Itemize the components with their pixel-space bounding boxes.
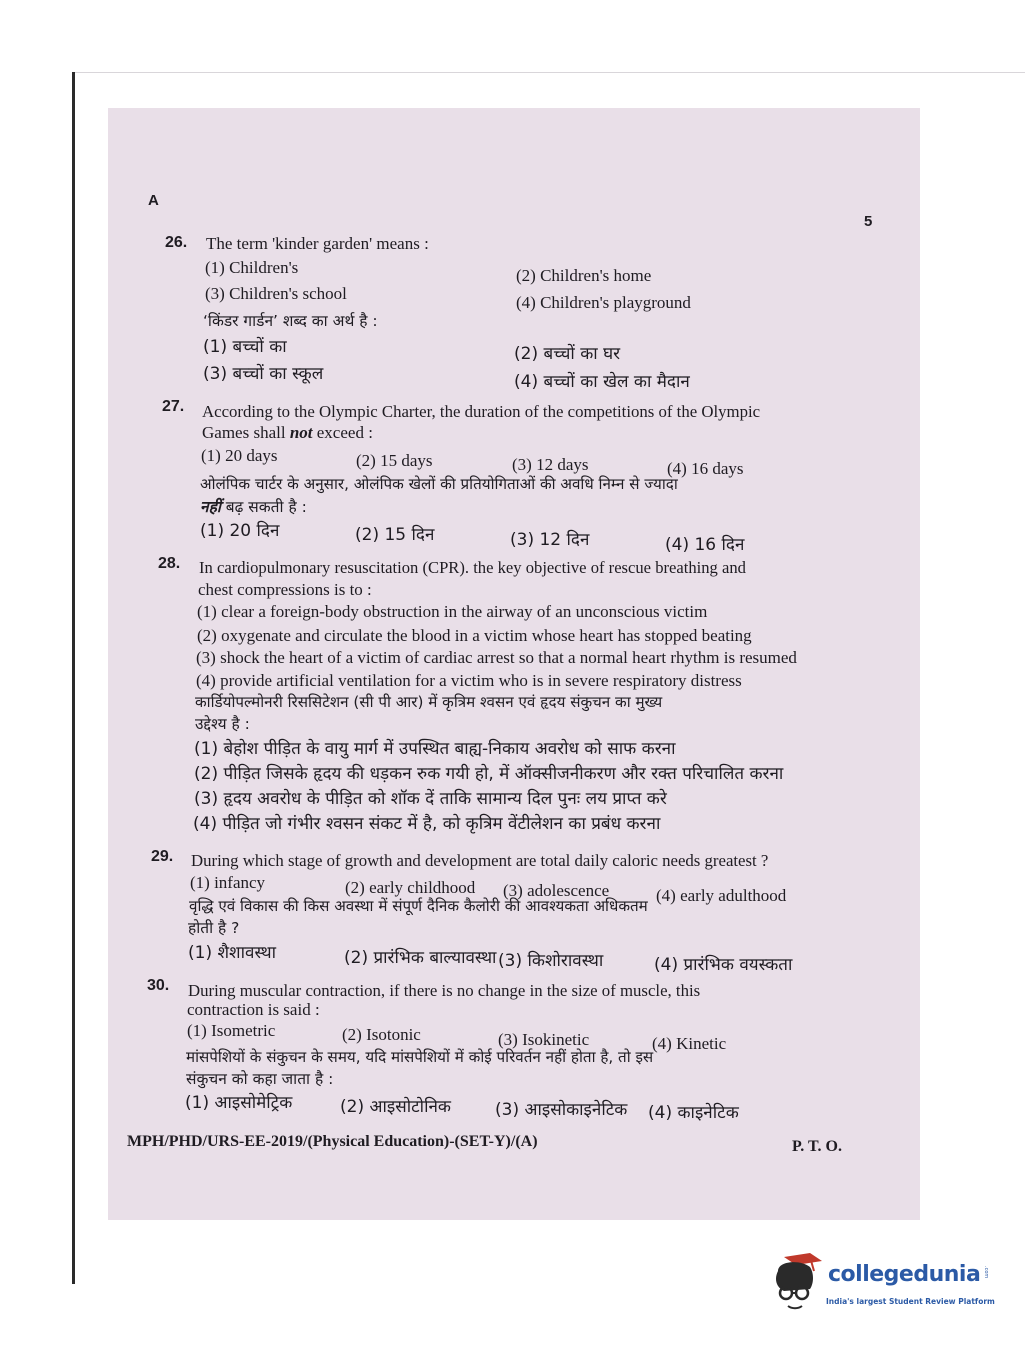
question-text-en: During which stage of growth and development are total daily caloric needs greatest ? [191, 851, 769, 870]
option-hi-4: (4) प्रारंभिक वयस्कता [654, 955, 793, 975]
option-hi-1: (1) आइसोमेट्रिक [185, 1093, 293, 1113]
option-en-3: (3) Isokinetic [498, 1030, 590, 1049]
question-text-hi-line1: वृद्धि एवं विकास की किस अवस्था में संपूर्ण दैनिक कैलोरी की आवश्यकता अधिकतम [189, 897, 648, 915]
option-en-3: (3) Children's school [205, 284, 347, 303]
scan-edge-left [72, 72, 75, 1284]
option-en-2: (2) Isotonic [342, 1025, 421, 1044]
brand-domain: .com [983, 1266, 989, 1279]
question-text-hi-line1: मांसपेशियों के संकुचन के समय, यदि मांसपेशियों में कोई परिवर्तन नहीं होता है, तो इस [186, 1048, 654, 1066]
question-text-en-line2: Games shall not exceed : [202, 423, 373, 442]
option-hi-2: (2) प्रारंभिक बाल्यावस्था [344, 948, 497, 968]
option-hi-4: (4) काइनेटिक [648, 1103, 739, 1123]
emphasis-not: not [289, 423, 313, 442]
option-hi-3: (3) बच्चों का स्कूल [203, 364, 324, 384]
question-number: 29. [151, 848, 174, 865]
option-en-3: (3) 12 days [512, 455, 589, 474]
scan-edge-top [72, 72, 1025, 73]
page-number: 5 [864, 213, 873, 230]
option-hi-4: (4) बच्चों का खेल का मैदान [514, 372, 690, 392]
question-text-en-line2: chest compressions is to : [198, 580, 372, 599]
option-hi-2: (2) पीड़ित जिसके हृदय की धड़कन रुक गयी हो, में ऑक्सीजनीकरण और रक्त परिचालित करना [194, 764, 784, 784]
option-hi-1: (1) शैशावस्था [188, 943, 276, 963]
question-text-hi-line1: कार्डियोपल्मोनरी रिससिटेशन (सी पी आर) में कृत्रिम श्वसन एवं हृदय संकुचन का मुख्य [195, 693, 663, 711]
option-hi-1: (1) बच्चों का [203, 337, 287, 357]
option-en-1: (1) 20 days [201, 446, 278, 465]
option-en-1: (1) Isometric [187, 1021, 276, 1040]
question-number: 30. [147, 977, 170, 994]
option-en-4: (4) early adulthood [656, 886, 787, 905]
question-text-hi-line1: ओलंपिक चार्टर के अनुसार, ओलंपिक खेलों की प्रतियोगिताओं की अवधि निम्न से ज्यादा [200, 475, 678, 493]
question-text-en-line1: In cardiopulmonary resuscitation (CPR). the key objective of rescue breathing and [199, 558, 746, 577]
question-text-hi-line2: संकुचन को कहा जाता है : [186, 1070, 334, 1088]
question-text-en-line2: contraction is said : [187, 1000, 320, 1019]
question-text-en-line1: During muscular contraction, if there is no change in the size of muscle, this [188, 981, 701, 1000]
brand-name: collegedunia [828, 1262, 981, 1287]
option-en-1: (1) clear a foreign-body obstruction in the airway of an unconscious victim [197, 602, 708, 621]
option-hi-3: (3) 12 दिन [510, 530, 590, 550]
paper-code: MPH/PHD/URS-EE-2019/(Physical Education)-(SET-Y)/(A) [127, 1133, 538, 1150]
option-en-1: (1) infancy [190, 873, 266, 892]
option-hi-3: (3) किशोरावस्था [498, 951, 604, 971]
option-en-4: (4) Children's playground [516, 293, 691, 312]
pto-label: P. T. O. [792, 1138, 842, 1155]
option-en-4: (4) provide artificial ventilation for a victim who is in severe respiratory distress [196, 671, 742, 690]
option-en-2: (2) oxygenate and circulate the blood in a victim whose heart has stopped beating [197, 626, 752, 645]
option-en-4: (4) Kinetic [652, 1034, 727, 1053]
option-hi-4: (4) पीड़ित जो गंभीर श्वसन संकट में है, को कृत्रिम वेंटीलेशन का प्रबंध करना [193, 814, 661, 834]
brand-tagline: India's largest Student Review Platform [826, 1297, 995, 1306]
option-en-2: (2) 15 days [356, 451, 433, 470]
collegedunia-watermark [770, 1253, 1000, 1313]
option-hi-2: (2) आइसोटोनिक [340, 1097, 451, 1117]
option-hi-3: (3) आइसोकाइनेटिक [495, 1100, 628, 1120]
option-en-3: (3) shock the heart of a victim of cardiac arrest so that a normal heart rhythm is resumed [196, 648, 797, 667]
question-number: 27. [162, 398, 185, 415]
set-mark: A [148, 192, 159, 209]
mascot-icon [770, 1253, 826, 1313]
question-text-en-line1: According to the Olympic Charter, the duration of the competitions of the Olympic [202, 402, 761, 421]
option-hi-4: (4) 16 दिन [665, 535, 745, 555]
question-text-hi: ‘किंडर गार्डन’ शब्द का अर्थ है : [203, 312, 378, 330]
option-hi-2: (2) बच्चों का घर [514, 344, 621, 364]
question-text-en: The term 'kinder garden' means : [206, 234, 429, 253]
option-hi-3: (3) हृदय अवरोध के पीड़ित को शॉक दें ताकि सामान्य दिल पुनः लय प्राप्त करे [194, 789, 667, 809]
question-text-hi-line2: उद्देश्य है : [195, 715, 250, 733]
question-text-hi-line2: होती है ? [188, 919, 240, 937]
option-hi-2: (2) 15 दिन [355, 525, 435, 545]
option-en-4: (4) 16 days [667, 459, 744, 478]
question-number: 28. [158, 555, 181, 572]
option-hi-1: (1) बेहोश पीड़ित के वायु मार्ग में उपस्थित बाह्य-निकाय अवरोध को साफ करना [194, 739, 676, 759]
option-hi-1: (1) 20 दिन [200, 521, 280, 541]
option-en-2: (2) Children's home [516, 266, 652, 285]
option-en-3: (3) adolescence [503, 881, 610, 900]
option-en-1: (1) Children's [205, 258, 299, 277]
option-en-2: (2) early childhood [345, 878, 476, 897]
question-number: 26. [165, 234, 188, 251]
question-text-hi-line2: नहीं बढ़ सकती है : [200, 498, 307, 516]
